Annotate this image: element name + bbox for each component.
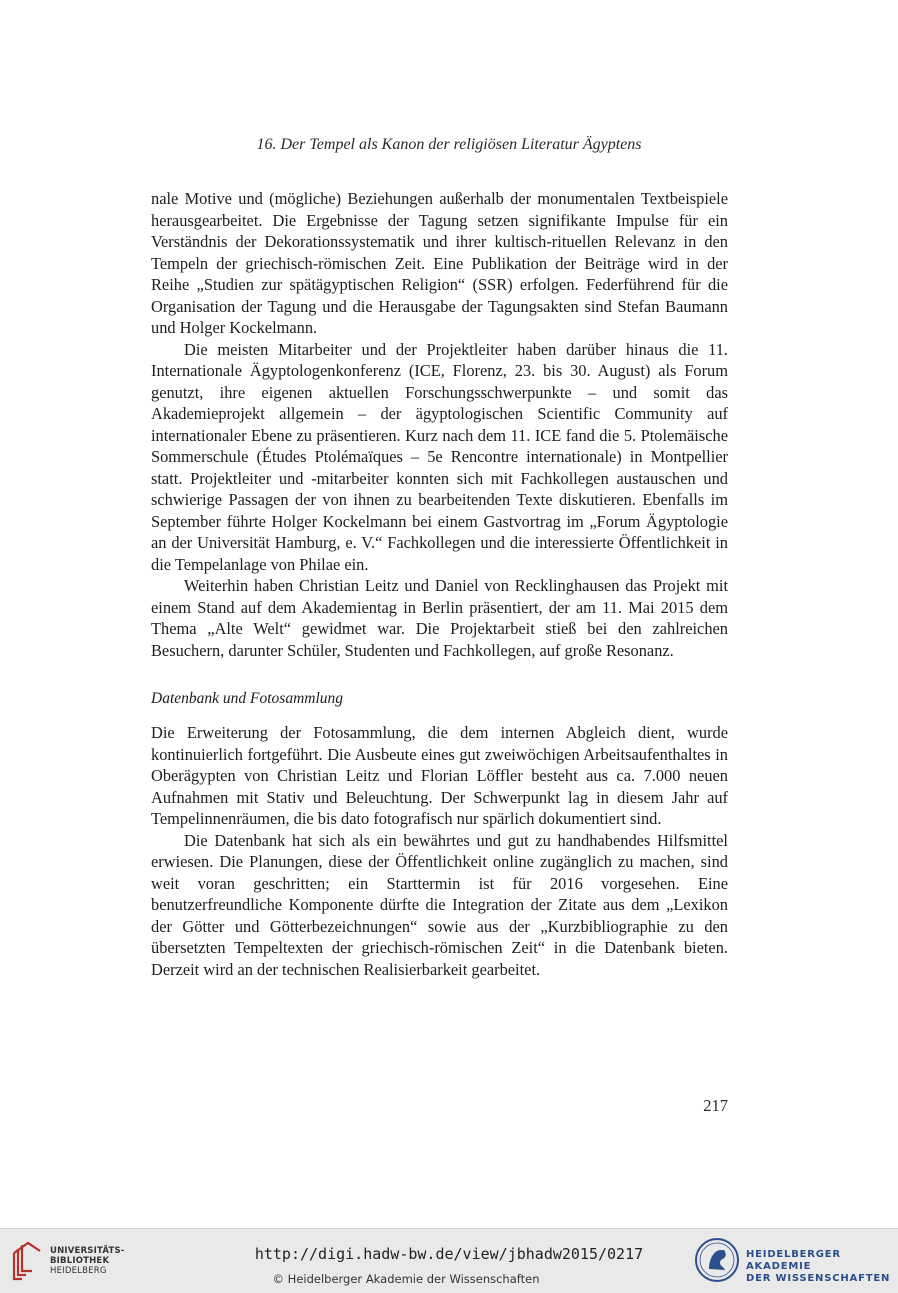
copyright-notice: © Heidelberger Akademie der Wissenschaften bbox=[272, 1272, 540, 1286]
page-number: 217 bbox=[703, 1096, 728, 1115]
ub-line3: HEIDELBERG bbox=[50, 1266, 107, 1276]
footer-bar bbox=[0, 1228, 898, 1293]
academy-name bbox=[746, 1249, 898, 1285]
ub-line1: UNIVERSITÄTS- bbox=[50, 1246, 125, 1256]
running-head: 16. Der Tempel als Kanon der religiösen Literatur Ägyptens bbox=[256, 136, 642, 153]
section-heading: Datenbank und Fotosammlung bbox=[151, 690, 344, 707]
hadw-line1: HEIDELBERGER AKADEMIE bbox=[746, 1249, 841, 1272]
main-text bbox=[151, 188, 728, 980]
permalink-url[interactable]: http://digi.hadw-bw.de/view/jbhadw2015/0217 bbox=[254, 1245, 644, 1263]
ub-line2: BIBLIOTHEK bbox=[50, 1256, 110, 1266]
hadw-line2: DER WISSENSCHAFTEN bbox=[746, 1273, 891, 1284]
paragraph: Die meisten Mitarbeiter und der Projektleiter haben darüber hinaus die 11. Internationale Ägyptologenkonferenz (ICE, Florenz, 23. bis 30. August) als Forum genutzt, ihre eigenen aktuellen Forschungsschwerpunkte – und somit das Akademieprojekt allgemein – der ägyptologischen Scientific Community auf internationaler Ebene zu präsentieren. Kurz nach dem 11. ICE fand die 5. Ptolemäische Sommerschule (Études Ptolémaïques – 5e Rencontre internationale) in Montpellier statt. Projektleiter und -mitarbeiter konnten sich mit Fachkollegen austauschen und schwierige Passagen der von ihnen zu bearbeitenden Texte diskutieren. Ebenfalls im September führte Holger Kockelmann bei einem Gastvortrag im „Forum Ägyptologie an der Universität Hamburg, e. V.“ Fachkollegen und die interessierte Öffentlichkeit in die Tempelanlage von Philae ein. bbox=[151, 339, 728, 574]
paragraph: nale Motive und (mögliche) Beziehungen außerhalb der monumentalen Textbeispiele herausgearbeitet. Die Ergebnisse der Tagung setzen signifikante Impulse für ein Verständnis der Dekorationssystematik und ihrer kultisch-rituellen Relevanz in den Tempeln der griechisch-römischen Zeit. Eine Publikation der Beiträge wird in der Reihe „Studien zur spätägyptischen Religion“ (SSR) erfolgen. Federführend für die Organisation der Tagung und die Herausgabe der Tagungsakten sind Stefan Baumann und Holger Kockelmann. bbox=[151, 189, 728, 337]
academy-seal-icon[interactable] bbox=[694, 1237, 740, 1283]
paragraph: Weiterhin haben Christian Leitz und Daniel von Recklinghausen das Projekt mit einem Stand auf dem Akademientag in Berlin präsentiert, der am 11. Mai 2015 dem Thema „Alte Welt“ gewidmet war. Die Projektarbeit stieß bei den zahlreichen Besuchern, darunter Schüler, Studenten und Fachkollegen, auf große Resonanz. bbox=[151, 576, 728, 660]
paragraph: Die Datenbank hat sich als ein bewährtes und gut zu handhabendes Hilfsmittel erwiesen. Die Planungen, diese der Öffentlichkeit online zugänglich zu machen, sind weit voran geschritten; ein Starttermin ist für 2016 vorgesehen. Eine benutzerfreundliche Komponente dürfte die Integration der Zitate aus dem „Lexikon der Götter und Götterbezeichnungen“ sowie aus der „Kurzbibliographie zu den übersetzten Tempeltexten der griechisch-römischen Zeit“ in die Datenbank bieten. Derzeit wird an der technischen Realisierbarkeit gearbeitet. bbox=[151, 830, 728, 979]
paragraph: Die Erweiterung der Fotosammlung, die dem internen Abgleich dient, wurde kontinuierlich fortgeführt. Die Ausbeute eines gut zweiwöchigen Arbeitsaufenthaltes in Oberägypten von Christian Leitz und Florian Löffler besteht aus ca. 7.000 neuen Aufnahmen mit Stativ und Beleuchtung. Der Schwerpunkt lag in diesem Jahr auf Tempelinnenräumen, die bis dato fotografisch nur spärlich dokumentiert sind. bbox=[151, 723, 728, 828]
